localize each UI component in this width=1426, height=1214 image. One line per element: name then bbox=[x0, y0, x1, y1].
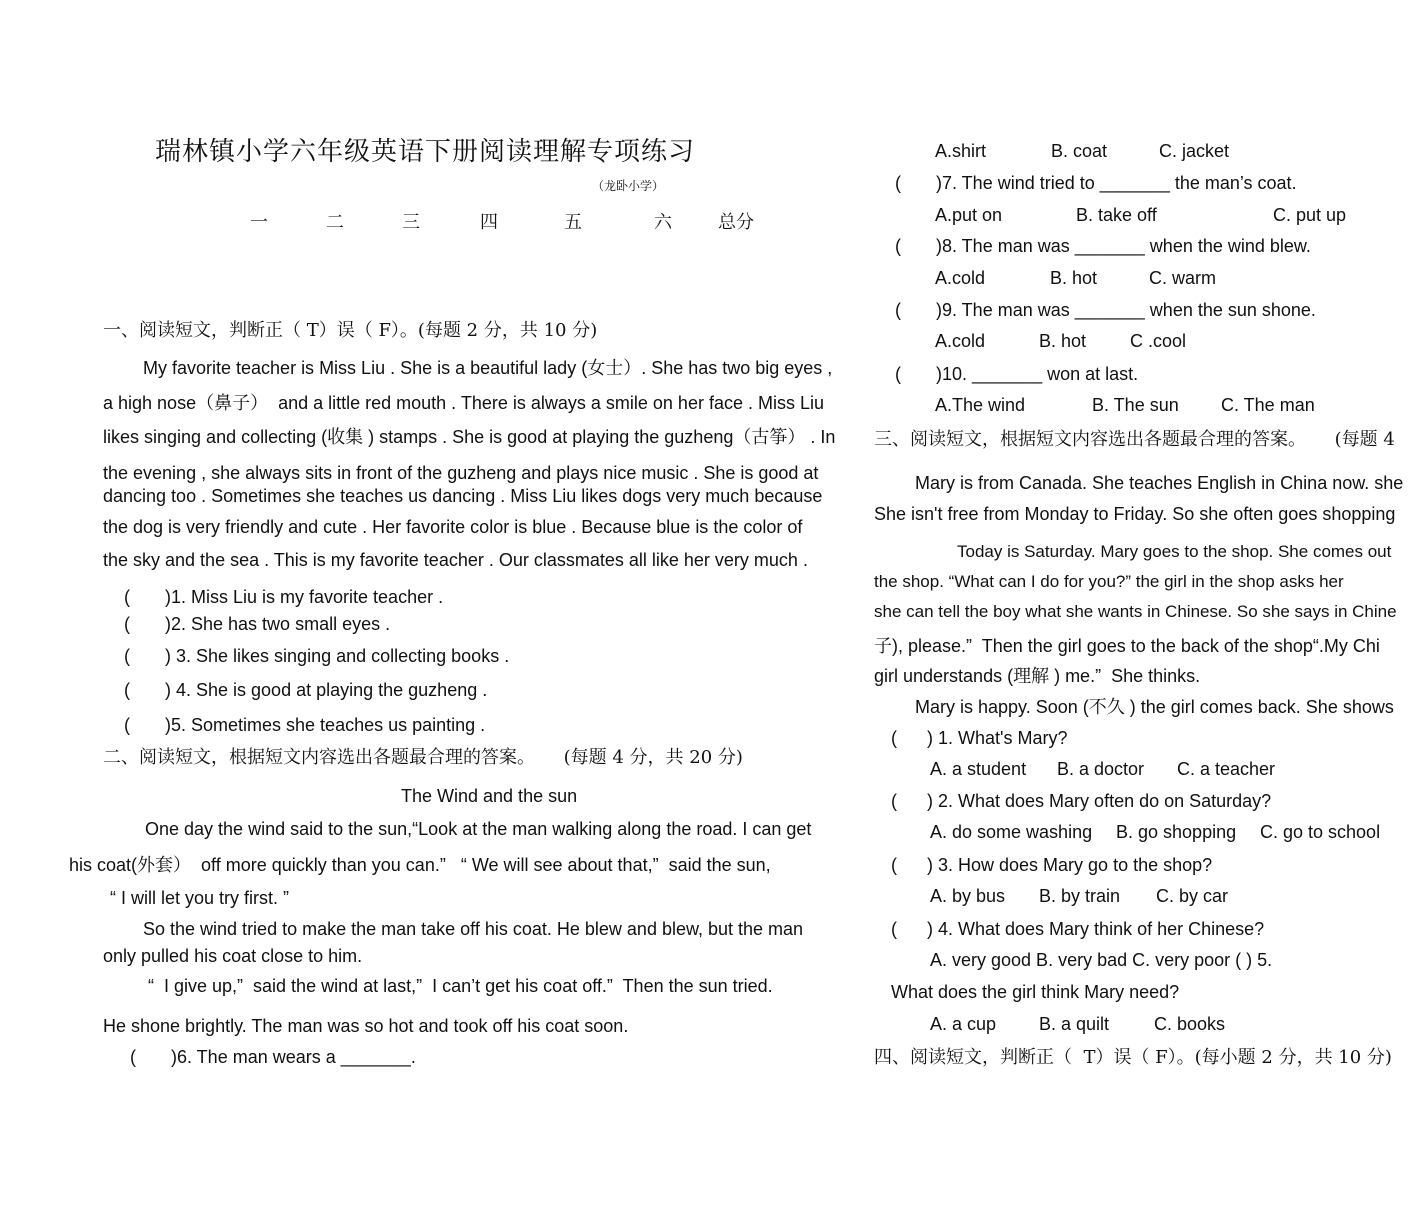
s3-para-line: the shop. “What can I do for you?” the girl in the shop asks her bbox=[874, 572, 1344, 591]
s3-q3-option-a: A. by bus bbox=[930, 886, 1006, 906]
s3-para-line: girl understands (理解 ) me.” She thinks. bbox=[874, 666, 1201, 686]
q7-option-b: B. take off bbox=[1076, 205, 1157, 225]
s1-question-5: ( )5. Sometimes she teaches us painting . bbox=[124, 715, 486, 735]
s3-q1-option-a: A. a student bbox=[930, 759, 1027, 779]
s3-q4-options: A. very good B. very bad C. very poor ( ) 5. bbox=[930, 950, 1273, 970]
s3-question-1: ( ) 1. What's Mary? bbox=[891, 728, 1068, 748]
s2-para-line: So the wind tried to make the man take off his coat. He blew and blew, but the man bbox=[143, 919, 804, 939]
s3-para-line: She isn't free from Monday to Friday. So she often goes shopping bbox=[874, 504, 1396, 524]
s3-q3-option-c: C. by car bbox=[1156, 886, 1229, 906]
score-col-5: 五 bbox=[564, 212, 582, 233]
q9-option-b: B. hot bbox=[1039, 331, 1087, 351]
s1-para-line: a high nose（鼻子） and a little red mouth . There is always a smile on her face . Miss Liu bbox=[103, 393, 824, 413]
q8-option-b: B. hot bbox=[1050, 268, 1098, 288]
s3-para-line: 子), please.” Then the girl goes to the back of the shop“.My Chi bbox=[874, 636, 1380, 656]
s3-q2-option-a: A. do some washing bbox=[930, 822, 1093, 842]
s3-q2-option-b: B. go shopping bbox=[1116, 822, 1237, 842]
s3-question-4: ( ) 4. What does Mary think of her Chinese? bbox=[891, 919, 1265, 939]
s1-para-line: likes singing and collecting (收集 ) stamps . She is good at playing the guzheng（古筝） . In bbox=[103, 427, 836, 447]
score-col-6: 六 bbox=[654, 212, 672, 233]
s2-question-9: ( )9. The man was _______ when the sun shone. bbox=[895, 300, 1316, 320]
s1-para-line: dancing too . Sometimes she teaches us dancing . Miss Liu likes dogs very much because bbox=[103, 486, 823, 506]
q7-option-a: A.put on bbox=[935, 205, 1003, 225]
s2-question-10: ( )10. _______ won at last. bbox=[895, 364, 1139, 384]
q10-option-c: C. The man bbox=[1221, 395, 1315, 415]
s2-para-line: “ I will let you try first. ” bbox=[110, 888, 290, 908]
s1-question-4: ( ) 4. She is good at playing the guzheng . bbox=[124, 680, 488, 700]
score-col-2: 二 bbox=[326, 212, 344, 233]
s3-q5-option-b: B. a quilt bbox=[1039, 1014, 1110, 1034]
section-4-heading: 四、阅读短文，判断正（ T）误（ F）。(每小题 2 分，共 10 分) bbox=[874, 1047, 1392, 1068]
s2-para-line: One day the wind said to the sun,“Look at the man walking along the road. I can get bbox=[145, 819, 812, 839]
q9-option-a: A.cold bbox=[935, 331, 986, 351]
score-col-3: 三 bbox=[402, 212, 420, 233]
s3-para-line: Today is Saturday. Mary goes to the shop. She comes out bbox=[957, 542, 1392, 561]
q6-option-c: C. jacket bbox=[1159, 141, 1230, 161]
section-2-heading: 二、阅读短文，根据短文内容选出各题最合理的答案。 (每题 4 分，共 20 分) bbox=[103, 747, 743, 768]
q10-option-a: A.The wind bbox=[935, 395, 1026, 415]
s2-question-6: ( )6. The man wears a _______. bbox=[130, 1047, 416, 1067]
page-title: 瑞林镇小学六年级英语下册阅读理解专项练习 bbox=[155, 137, 696, 167]
s3-para-line: she can tell the boy what she wants in Chinese. So she says in Chine bbox=[874, 602, 1397, 621]
s2-question-8: ( )8. The man was _______ when the wind blew. bbox=[895, 236, 1311, 256]
s1-question-2: ( )2. She has two small eyes . bbox=[124, 614, 391, 634]
s3-q1-option-b: B. a doctor bbox=[1057, 759, 1145, 779]
s3-para-line: Mary is from Canada. She teaches English in China now. she bbox=[915, 473, 1404, 493]
s3-question-3: ( ) 3. How does Mary go to the shop? bbox=[891, 855, 1213, 875]
s2-para-line: his coat(外套） off more quickly than you can.” “ We will see about that,” said the sun, bbox=[69, 855, 771, 875]
s2-para-line: He shone brightly. The man was so hot and took off his coat soon. bbox=[103, 1016, 629, 1036]
s1-question-1: ( )1. Miss Liu is my favorite teacher . bbox=[124, 587, 444, 607]
s3-q3-option-b: B. by train bbox=[1039, 886, 1121, 906]
s2-para-line: only pulled his coat close to him. bbox=[103, 946, 363, 966]
s1-para-line: My favorite teacher is Miss Liu . She is a beautiful lady (女士）. She has two big eyes , bbox=[143, 358, 833, 378]
q6-option-a: A.shirt bbox=[935, 141, 987, 161]
s3-q5-option-c: C. books bbox=[1154, 1014, 1226, 1034]
s2-para-line: “ I give up,” said the wind at last,” I can’t get his coat off.” Then the sun tried. bbox=[148, 976, 773, 996]
q8-option-c: C. warm bbox=[1149, 268, 1216, 288]
s3-q1-option-c: C. a teacher bbox=[1177, 759, 1276, 779]
section-1-heading: 一、阅读短文，判断正（ T）误（ F）。(每题 2 分，共 10 分) bbox=[103, 320, 598, 341]
section-3-heading: 三、阅读短文，根据短文内容选出各题最合理的答案。 (每题 4 bbox=[874, 429, 1395, 450]
score-col-1: 一 bbox=[250, 212, 268, 233]
s1-question-3: ( ) 3. She likes singing and collecting books . bbox=[124, 646, 510, 666]
s1-para-line: the dog is very friendly and cute . Her favorite color is blue . Because blue is the color of bbox=[103, 517, 803, 537]
score-col-total: 总分 bbox=[718, 212, 754, 233]
q8-option-a: A.cold bbox=[935, 268, 986, 288]
s1-para-line: the evening , she always sits in front of the guzheng and plays nice music . She is good at bbox=[103, 463, 819, 483]
s3-para-line: Mary is happy. Soon (不久 ) the girl comes back. She shows bbox=[915, 697, 1394, 717]
s3-q5-option-a: A. a cup bbox=[930, 1014, 997, 1034]
s3-q2-option-c: C. go to school bbox=[1260, 822, 1381, 842]
s2-question-7: ( )7. The wind tried to _______ the man’s coat. bbox=[895, 173, 1297, 193]
q9-option-c: C .cool bbox=[1130, 331, 1187, 351]
s3-question-5: What does the girl think Mary need? bbox=[891, 982, 1180, 1002]
school-name: （龙卧小学） bbox=[592, 179, 665, 193]
s3-question-2: ( ) 2. What does Mary often do on Saturday? bbox=[891, 791, 1272, 811]
q7-option-c: C. put up bbox=[1273, 205, 1347, 225]
q6-option-b: B. coat bbox=[1051, 141, 1108, 161]
story-title: The Wind and the sun bbox=[401, 786, 578, 806]
q10-option-b: B. The sun bbox=[1092, 395, 1179, 415]
s1-para-line: the sky and the sea . This is my favorite teacher . Our classmates all like her very much . bbox=[103, 550, 808, 570]
score-col-4: 四 bbox=[480, 212, 498, 233]
